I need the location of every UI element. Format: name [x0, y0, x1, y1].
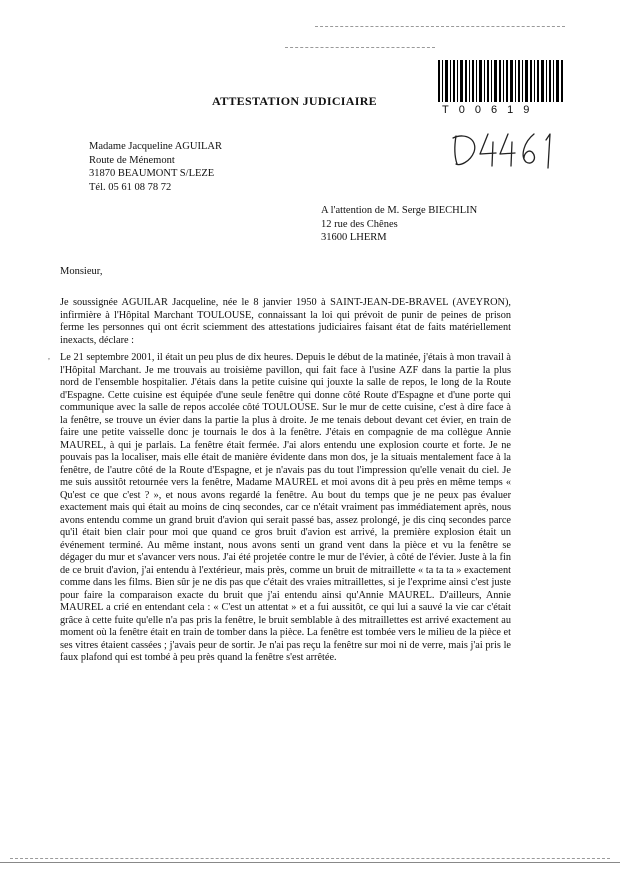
- sender-address: [89, 140, 222, 194]
- sender-line: 31870 BEAUMONT S/LEZE: [89, 168, 215, 179]
- sender-line: Route de Ménemont: [89, 154, 175, 166]
- barcode: [436, 60, 566, 110]
- recipient-line: 31600 LHERM: [321, 232, 387, 243]
- letter-salutation: Monsieur,: [60, 266, 103, 277]
- sender-line: Tél. 05 61 08 78 72: [89, 181, 172, 193]
- sender-line: Madame Jacqueline AGUILAR: [89, 141, 222, 152]
- testimony-paragraph: Le 21 septembre 2001, il était un peu plus de dix heures. Depuis le début de la matinée, j'étais à mon travail à l'Hôpital Marchant. Je me trouvais au troisième pavillon, qui fait face à l'usine AZF dans la partie la plus nord de l'ensemble hospitalier. J'étais dans la petite cuisine qui jouxte la salle de repos, le long de la Route d'Espagne. Cette cuisine est équipée d'une seule fenêtre qui donne côté Route d'Espagne et d'une porte qui communique avec la salle de repos accolée côté TOULOUSE. Sur le mur de cette cuisine, c'est à dire face à la fenêtre, se trouve un évier dans la partie la plus à droite. Je me tenais debout devant cet évier, en train de faire une petite vaisselle donc je tournais le dos à la fenêtre. J'étais en compagnie de ma collègue Annie MAUREL, à qui je parlais. La fenêtre était fermée. J'ai alors entendu une explosion courte et forte. Je ne pouvais pas la localiser, mais elle était de manière évidente dans mon dos, je la situais mentalement face à la fenêtre, de l'autre côté de la Route d'Espagne, et je n'avais pas du tout l'impression qu'elle venait du ciel. Je me suis aussitôt retournée vers la fenêtre, Madame MAUREL et moi avons dit à peu près en même temps « Qu'est ce que c'est ? », et nous avons regardé la fenêtre. Au bout du temps que je ne peux pas évaluer exactement mais qui était au moins de cinq secondes, car ce n'était vraiment pas immédiatement après, nous avons entendu comme un grand bruit d'avion qui serait passé bas, assez prolongé, je dis cinq secondes parce qu'il était bien clair pour moi que quand ce gros bruit d'avion est arrivé, la première explosion était un événement terminé. Au même instant, nous avons senti un grand vent dans la pièce et vu la fenêtre se dégager du mur et s'avancer vers nous. J'ai été projetée contre le mur de l'évier, à côté de l'évier. Juste à la fin de ce bruit d'avion, j'ai entendu à l'extérieur, mais près, comme un bruit de mitraillette « ta ta ta » exactement comme dans les films. Bien sûr je ne dis pas que c'était des vraies mitraillettes, si je l'exprime ainsi c'est juste pour faire la comparaison exacte du bruit que j'ai entendu ainsi qu'Annie MAUREL. D'ailleurs, Annie MAUREL a crié en entendant cela : « C'est un attentat » et a fui aussitôt, ce qui lui a sauvé la vie car c'était grâce à cette fuite qu'elle n'a pas pris la fenêtre, le bruit semblable à des mitraillettes est arrivé exactement au moment où la fenêtre était en train de tomber dans la pièce. La fenêtre est tombée vers le milieu de la pièce et ses vitres étaient cassées ; j'avais peur de sortir. Je n'ai pas reçu la fenêtre sur moi ni de verre, mais j'ai pris le faux plafond qui est tombé à peu près quand la fenêtre s'est arrêtée.: [60, 352, 511, 663]
- declaration-paragraph: Je soussignée AGUILAR Jacqueline, née le 8 janvier 1950 à SAINT-JEAN-DE-BRAVEL (AVEYRON), infirmière à l'Hôpital Marchant TOULOUSE, connaissant la loi qui prévoit de punir de peines de prison ferme les personnes qui ont écrit sciemment des attestations judiciaires faisant état de faits matériellement inexacts, déclare :: [60, 297, 511, 346]
- scan-artifact-line: [315, 26, 565, 27]
- page-bottom-edge: [0, 862, 620, 863]
- handwritten-reference: [448, 126, 563, 170]
- document-title: ATTESTATION JUDICIAIRE: [212, 94, 377, 108]
- recipient-address: [321, 204, 477, 245]
- recipient-line: A l'attention de M. Serge BIECHLIN: [321, 205, 478, 216]
- scan-artifact-line: [10, 858, 610, 859]
- margin-mark: ,: [48, 352, 50, 361]
- recipient-line: 12 rue des Chênes: [321, 218, 398, 230]
- barcode-number: T00619: [442, 104, 540, 116]
- scan-artifact-line: [285, 47, 435, 48]
